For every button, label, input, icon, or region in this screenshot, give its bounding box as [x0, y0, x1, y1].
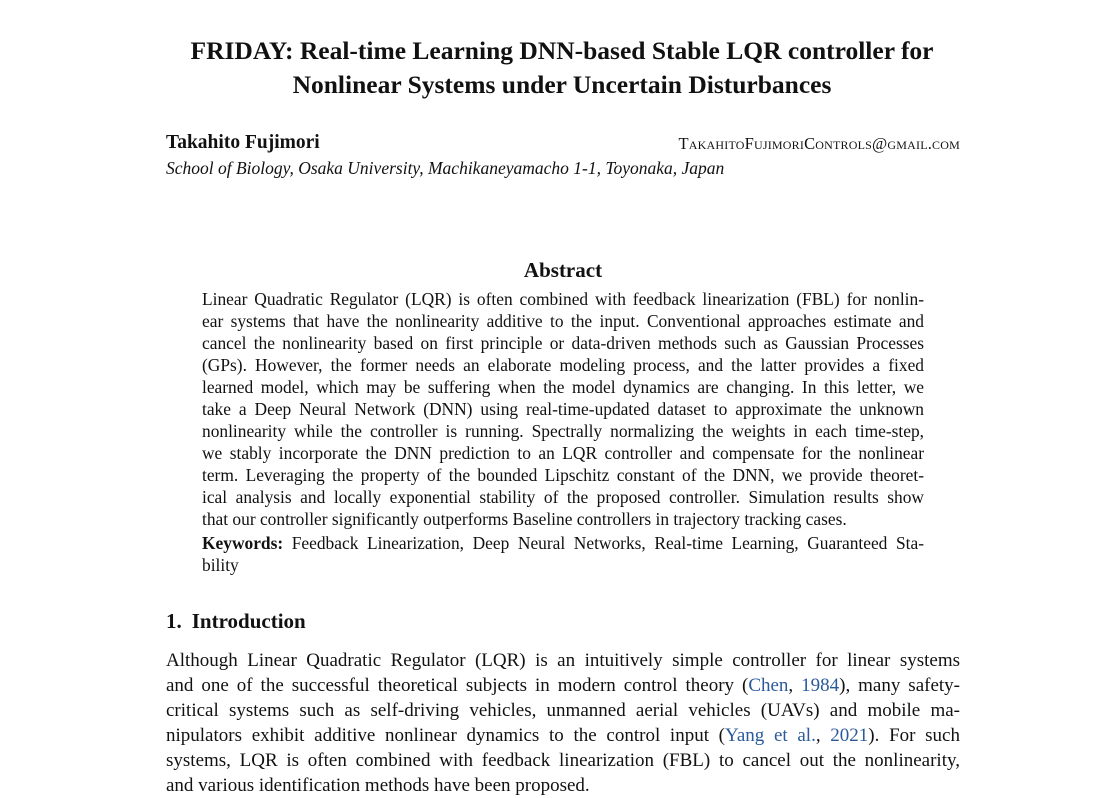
- author-email: TakahitoFujimoriControls@gmail.com: [678, 134, 960, 153]
- intro-text: ), many safety-: [839, 675, 961, 696]
- abstract-line: that our controller significantly outperforms Baseline controllers in trajectory tracking cases.: [202, 509, 847, 529]
- citation-link-yang-author[interactable]: Yang et al.: [725, 725, 816, 746]
- citation-separator: ,: [788, 675, 802, 696]
- intro-line: critical systems such as self-driving vehicles, unmanned aerial vehicles (UAVs) and mobile ma-: [166, 700, 960, 721]
- author-name: Takahito Fujimori: [166, 132, 320, 153]
- citation-link-chen-author[interactable]: Chen: [748, 675, 789, 696]
- keywords-text-1: Feedback Linearization, Deep Neural Networks, Real-time Learning, Guaranteed Sta-: [291, 533, 924, 553]
- abstract-line: nonlinearity while the controller is running. Spectrally normalizing the weights in each time-step,: [202, 421, 924, 441]
- citation-link-chen-year[interactable]: 1984: [801, 675, 840, 696]
- abstract-line: learned model, which may be suffering when the model dynamics are changing. In this letter, we: [202, 377, 924, 397]
- title-line-2: Nonlinear Systems under Uncertain Disturbances: [292, 70, 832, 99]
- abstract-line: ical analysis and locally exponential stability of the proposed controller. Simulation results show: [202, 487, 924, 507]
- introduction-body: [166, 648, 960, 798]
- keywords-label: Keywords:: [202, 533, 284, 553]
- intro-line: systems, LQR is often combined with feedback linearization (FBL) to cancel out the nonlinearity,: [166, 750, 960, 771]
- section-number: 1.: [166, 609, 182, 633]
- abstract-line: ear systems that have the nonlinearity additive to the input. Conventional approaches estimate and: [202, 311, 924, 331]
- intro-line: [166, 723, 960, 748]
- keywords-line-1: [202, 532, 924, 554]
- abstract-line: (GPs). However, the former needs an elaborate modeling process, and the latter provides a fixed: [202, 355, 924, 375]
- citation-link-yang-year[interactable]: 2021: [830, 725, 869, 746]
- author-affiliation: School of Biology, Osaka University, Machikaneyamacho 1-1, Toyonaka, Japan: [166, 158, 725, 178]
- keywords: [202, 532, 924, 576]
- intro-line: [166, 673, 960, 698]
- intro-text: nipulators exhibit additive nonlinear dynamics to the control input (: [166, 725, 726, 746]
- abstract-line: term. Leveraging the property of the bounded Lipschitz constant of the DNN, we provide theoret-: [202, 465, 924, 485]
- intro-text: ). For such: [868, 725, 960, 746]
- abstract-line: cancel the nonlinearity based on first principle or data-driven methods such as Gaussian Processes: [202, 333, 924, 353]
- intro-line: Although Linear Quadratic Regulator (LQR) is an intuitively simple controller for linear systems: [166, 650, 960, 671]
- citation-separator: ,: [815, 725, 831, 746]
- section-title: Introduction: [191, 609, 306, 633]
- section-heading-introduction: [166, 607, 306, 635]
- abstract-heading: Abstract: [523, 258, 603, 282]
- paper-title: [140, 34, 984, 102]
- abstract-line: Linear Quadratic Regulator (LQR) is often combined with feedback linearization (FBL) for nonlin-: [202, 289, 924, 309]
- intro-text: and one of the successful theoretical subjects in modern control theory (: [166, 675, 749, 696]
- intro-line: and various identification methods have been proposed.: [166, 775, 590, 796]
- abstract-line: we stably incorporate the DNN prediction to an LQR controller and compensate for the nonlinear: [202, 443, 924, 463]
- author-block: [166, 130, 960, 156]
- keywords-text-2: bility: [202, 555, 239, 575]
- abstract-body: [202, 288, 924, 530]
- abstract-line: take a Deep Neural Network (DNN) using real-time-updated dataset to approximate the unknown: [202, 399, 924, 419]
- title-line-1: FRIDAY: Real-time Learning DNN-based Stable LQR controller for: [190, 36, 934, 65]
